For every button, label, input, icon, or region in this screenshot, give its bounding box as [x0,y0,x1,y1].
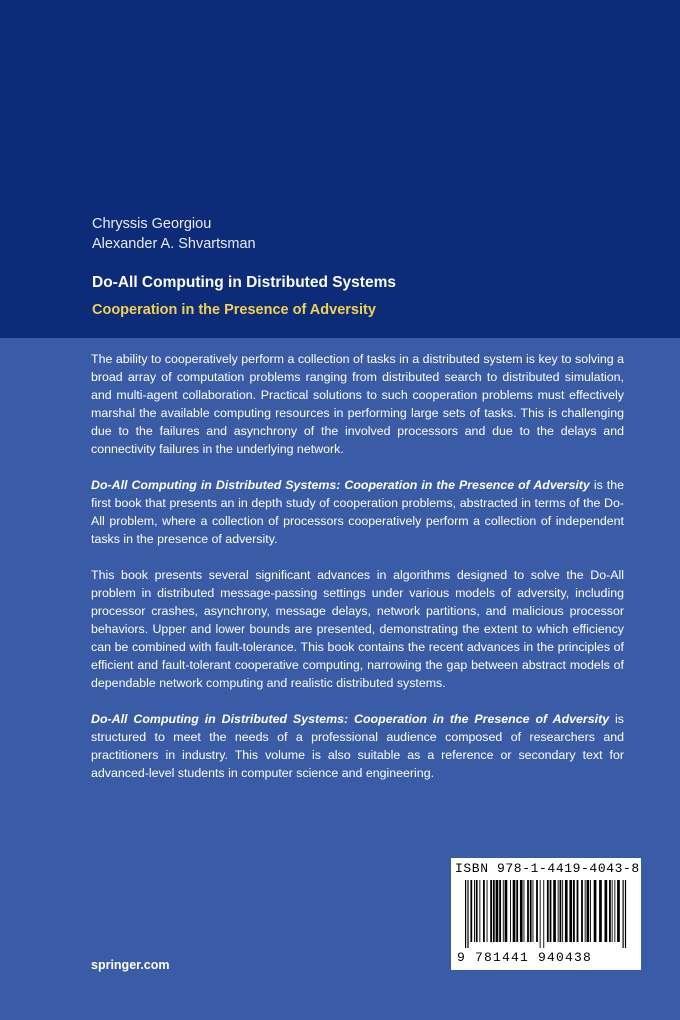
book-title-emphasis: Do-All Computing in Distributed Systems: Cooperation in the Presence of Adversity [91,478,590,492]
author-name: Chryssis Georgiou [92,216,212,232]
blurb-paragraph-1: The ability to cooperatively perform a collection of tasks in a distributed system is key to solving a broad array of computation problems ranging from distributed search to distributed simulation, and multi-agent collaboration. Practical solutions to such cooperation problems must effectively marshal the available computing resources in performing large sets of tasks. This is challenging due to the failures and asynchrony of the involved processors and due to the delays and connectivity failures in the underlying network. [91,352,624,456]
blurb-paragraph-3: This book presents several significant advances in algorithms designed to solve the Do-All problem in distributed message-passing settings under various models of adversity, including processor crashes, asynchrony, message delays, network partitions, and malicious processor behaviors. Upper and lower bounds are presented, demonstrating the extent to which efficiency can be combined with fault-tolerance. This book contains the recent advances in the principles of efficient and fault-tolerant cooperative computing, narrowing the gap between abstract models of dependable network computing and realistic distributed systems. [91,568,624,690]
authors [92,214,256,254]
isbn-label: ISBN 978-1-4419-4043-8 [455,861,640,876]
blurb-paragraph-2 [91,476,624,548]
book-title: Do-All Computing in Distributed Systems [92,274,396,291]
book-title-emphasis: Do-All Computing in Distributed Systems: Cooperation in the Presence of Adversity [91,712,610,726]
publisher-website: springer.com [91,958,170,972]
blurb-text: is the first book that presents an in depth study of cooperation problems, abstracted in terms of the Do-All problem, where a collection of processors cooperatively perform a collection of independent tasks in the presence of adversity. [91,478,624,546]
barcode-panel [451,858,641,970]
barcode-icon [457,880,635,948]
author-name: Alexander A. Shvartsman [92,236,256,252]
blurb [91,350,624,800]
blurb-text: is structured to meet the needs of a professional audience composed of researchers and practitioners in industry. This volume is also suitable as a reference or secondary text for advanced-level students in computer science and engineering. [91,712,624,780]
book-subtitle: Cooperation in the Presence of Adversity [92,302,376,318]
blurb-paragraph-4 [91,710,624,782]
barcode-number: 9 781441 940438 [457,950,593,965]
